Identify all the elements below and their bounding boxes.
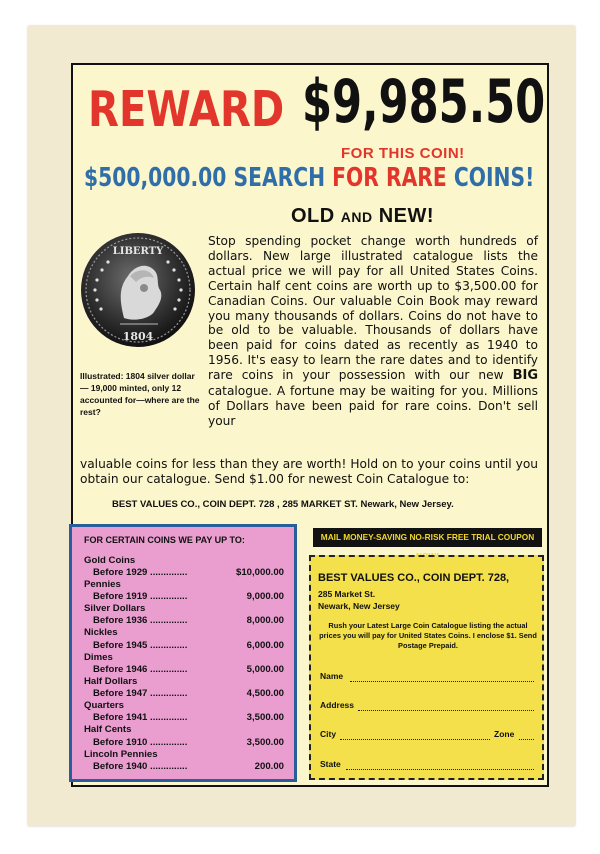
pay-before-6: Before 1941 .............. [93, 712, 188, 723]
reward-amount: $9,985.50 [302, 67, 546, 137]
pay-before-7: Before 1910 .............. [93, 737, 188, 748]
pay-before-4: Before 1946 .............. [93, 664, 188, 675]
pay-before-3: Before 1945 .............. [93, 640, 188, 651]
pay-value-7: 3,500.00 [246, 737, 284, 748]
pay-coin-3: Nickles [84, 627, 118, 638]
pay-coin-7: Half Cents [84, 724, 132, 735]
pay-value-0: $10,000.00 [235, 567, 284, 578]
pay-before-8: Before 1940 .............. [93, 761, 188, 772]
coupon-city-field[interactable] [340, 739, 490, 740]
silver-dollar-coin-icon [80, 232, 196, 348]
coupon-state-label: State [320, 759, 341, 769]
ad-body-text-continued: valuable coins for less than they are worth! Hold on to your coins until you obtain our catalogue. Send $1.00 for newest Coin Catalogue to: [80, 457, 538, 486]
old-and-new [291, 205, 434, 228]
search-amount: $500,000.00 [84, 163, 227, 193]
coupon-zone-field[interactable] [519, 739, 534, 740]
coupon-city-label: City [320, 729, 337, 739]
search-word: SEARCH [233, 163, 326, 193]
search-banner [84, 163, 534, 193]
body-part-2: catalogue. A fortune may be waiting for you. Millions of Dollars have been paid for rare coins. Don't sell your [208, 384, 538, 428]
pay-before-0: Before 1929 .............. [93, 567, 188, 578]
pay-table-title: FOR CERTAIN COINS WE PAY UP TO: [84, 535, 245, 545]
search-coins: COINS! [453, 163, 535, 193]
pay-value-1: 9,000.00 [246, 591, 284, 602]
pay-value-6: 3,500.00 [246, 712, 284, 723]
for-this-coin: FOR THIS COIN! [341, 145, 465, 162]
new-word: NEW! [378, 205, 435, 227]
pay-value-2: 8,000.00 [246, 615, 284, 626]
old-word: OLD [291, 205, 335, 227]
pay-coin-1: Pennies [84, 579, 121, 590]
mailing-address: BEST VALUES CO., COIN DEPT. 728 , 285 MARKET ST. Newark, New Jersey. [112, 499, 454, 510]
pay-coin-5: Half Dollars [84, 676, 138, 687]
coupon-body: Rush your Latest Large Coin Catalogue listing the actual prices you will pay for United States Coins. I enclose $1. Send Postage Prepaid. [319, 621, 537, 650]
and-word: AND [340, 209, 373, 225]
coupon-state-field[interactable] [346, 769, 534, 770]
coupon-title: BEST VALUES CO., COIN DEPT. 728, [318, 572, 510, 584]
coupon-address-label: Address [320, 700, 355, 710]
big-word: BIG [512, 368, 538, 384]
reward-heading: REWARD [88, 81, 285, 138]
search-rare: RARE [385, 163, 447, 193]
coupon-city: Newark, New Jersey [318, 601, 400, 611]
pay-value-5: 4,500.00 [246, 688, 284, 699]
coin-year: 1804 [122, 330, 154, 343]
ad-body-text [208, 234, 538, 429]
pay-before-2: Before 1936 .............. [93, 615, 188, 626]
pay-value-4: 5,000.00 [246, 664, 284, 675]
coin-caption: Illustrated: 1804 silver dollar — 19,000 minted, only 12 accounted for—where are the rest? [80, 371, 200, 417]
pay-coin-4: Dimes [84, 652, 113, 663]
search-for: FOR [332, 163, 379, 193]
pay-value-3: 6,000.00 [246, 640, 284, 651]
coupon-street: 285 Market St. [318, 589, 376, 599]
coupon-name-label: Name [320, 671, 344, 681]
pay-coin-8: Lincoln Pennies [84, 749, 158, 760]
pay-coin-6: Quarters [84, 700, 124, 711]
pay-coin-2: Silver Dollars [84, 603, 146, 614]
coupon-address-field[interactable] [358, 710, 534, 711]
coupon-zone-label: Zone [494, 729, 515, 739]
pay-value-8: 200.00 [254, 761, 284, 772]
pay-before-5: Before 1947 .............. [93, 688, 188, 699]
coupon-name-field[interactable] [350, 681, 534, 682]
pay-before-1: Before 1919 .............. [93, 591, 188, 602]
mail-coupon-banner: MAIL MONEY-SAVING NO-RISK FREE TRIAL COUPON [313, 528, 542, 547]
body-part-1: Stop spending pocket change worth hundreds of dollars. New large illustrated catalogue lists the actual price we will pay for all United States Coins. Certain half cent coins are worth up to $3,500.00 for Canadian Coins. Our valuable Coin Book may reward you many thousands of dollars. Coins do not have to be old to be valuable. Thousands of dollars have been paid for coins dated as recently as 1940 to 1956. It's easy to learn the rare dates and to identify rare coins in your possession with our new [208, 234, 538, 383]
coin-liberty: LIBERTY [112, 246, 164, 257]
pay-coin-0: Gold Coins [84, 555, 136, 566]
